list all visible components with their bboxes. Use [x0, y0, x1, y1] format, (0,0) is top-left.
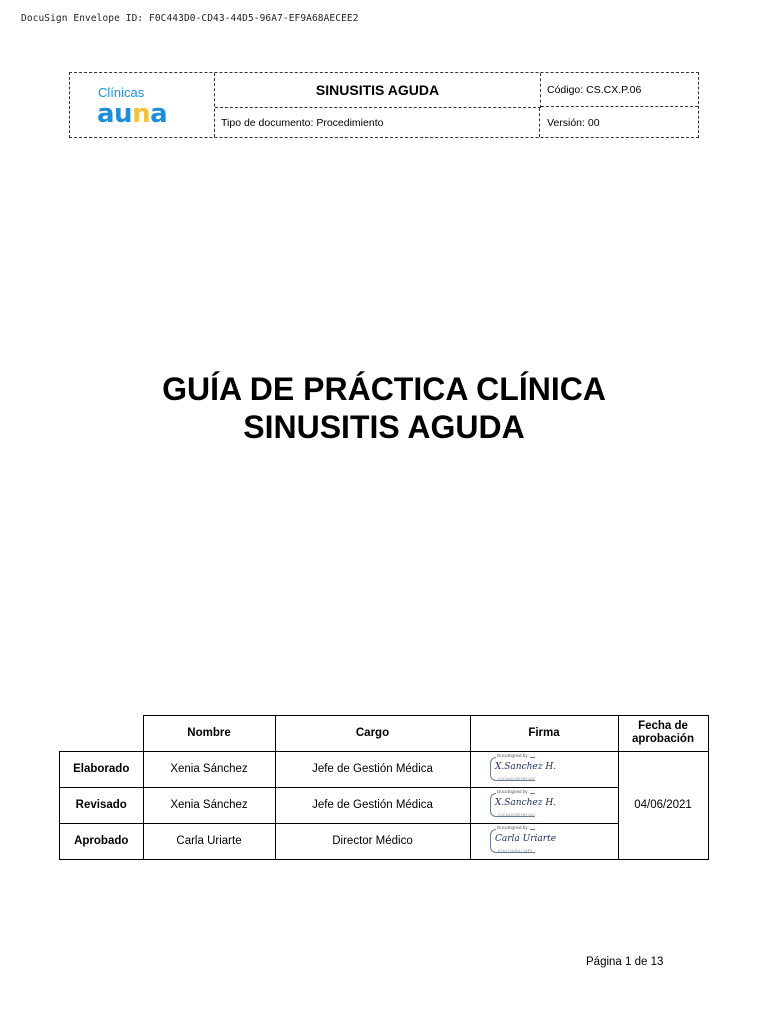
document-type: Tipo de documento: Procedimiento [215, 108, 540, 137]
signature-id: C2C5A6D5EF8E4AC [498, 776, 536, 781]
signer-position: Jefe de Gestión Médica [275, 751, 470, 787]
page-title [0, 370, 768, 446]
signer-name: Xenia Sánchez [143, 787, 275, 823]
signature-cell [470, 751, 618, 787]
signature-id: 87A2725261714E9 [498, 848, 533, 853]
row-label-revisado: Revisado [60, 787, 144, 823]
column-header-cargo: Cargo [275, 716, 470, 752]
signature-tag: DocuSigned by: [497, 788, 529, 794]
signer-position: Director Médico [275, 823, 470, 859]
signature-cell [470, 823, 618, 859]
header-blank-cell [60, 716, 144, 752]
approval-table-header [60, 716, 709, 752]
logo-wordmark-end: a [150, 99, 168, 129]
table-row [60, 751, 709, 787]
approval-table [59, 715, 709, 860]
docusign-envelope-id: DocuSign Envelope ID: F0C443D0-CD43-44D5-96A7-EF9A68AECEE2 [21, 13, 359, 24]
docusign-signature [480, 789, 608, 819]
column-header-fecha: Fecha de aprobación [618, 716, 708, 752]
page-title-line2: SINUSITIS AGUDA [243, 409, 525, 445]
header-title: SINUSITIS AGUDA [215, 73, 541, 108]
docusign-signature [480, 753, 608, 783]
signer-name: Carla Uriarte [143, 823, 275, 859]
row-label-elaborado: Elaborado [60, 751, 144, 787]
page-number: Página 1 de 13 [586, 956, 664, 968]
logo-wordmark [97, 99, 167, 129]
clinicas-auna-logo [70, 73, 215, 137]
document-version: Versión: 00 [547, 116, 600, 129]
signer-position: Jefe de Gestión Médica [275, 787, 470, 823]
page-title-line1: GUÍA DE PRÁCTICA CLÍNICA [162, 371, 606, 407]
row-label-aprobado: Aprobado [60, 823, 144, 859]
column-header-nombre: Nombre [143, 716, 275, 752]
document-header [69, 72, 699, 138]
signature-tag: DocuSigned by: [497, 824, 529, 830]
signature-cell [470, 787, 618, 823]
logo-line1: Clínicas [98, 85, 145, 100]
signature-name: X.Sanchez H. [495, 761, 557, 772]
signer-name: Xenia Sánchez [143, 751, 275, 787]
document-code: Código: CS.CX.P.06 [541, 73, 698, 107]
logo-wordmark-a: au [97, 99, 133, 129]
signature-name: X.Sanchez H. [495, 797, 557, 808]
table-row [60, 823, 709, 859]
table-row [60, 787, 709, 823]
signature-id: C2C5A6D5EF8E4AC [498, 812, 536, 817]
docusign-signature [480, 825, 608, 855]
logo-wordmark-n: n [132, 99, 151, 129]
signature-tag: DocuSigned by: [497, 752, 529, 758]
column-header-firma: Firma [470, 716, 618, 752]
approval-date: 04/06/2021 [618, 751, 708, 859]
signature-name: Carla Uriarte [495, 833, 557, 844]
